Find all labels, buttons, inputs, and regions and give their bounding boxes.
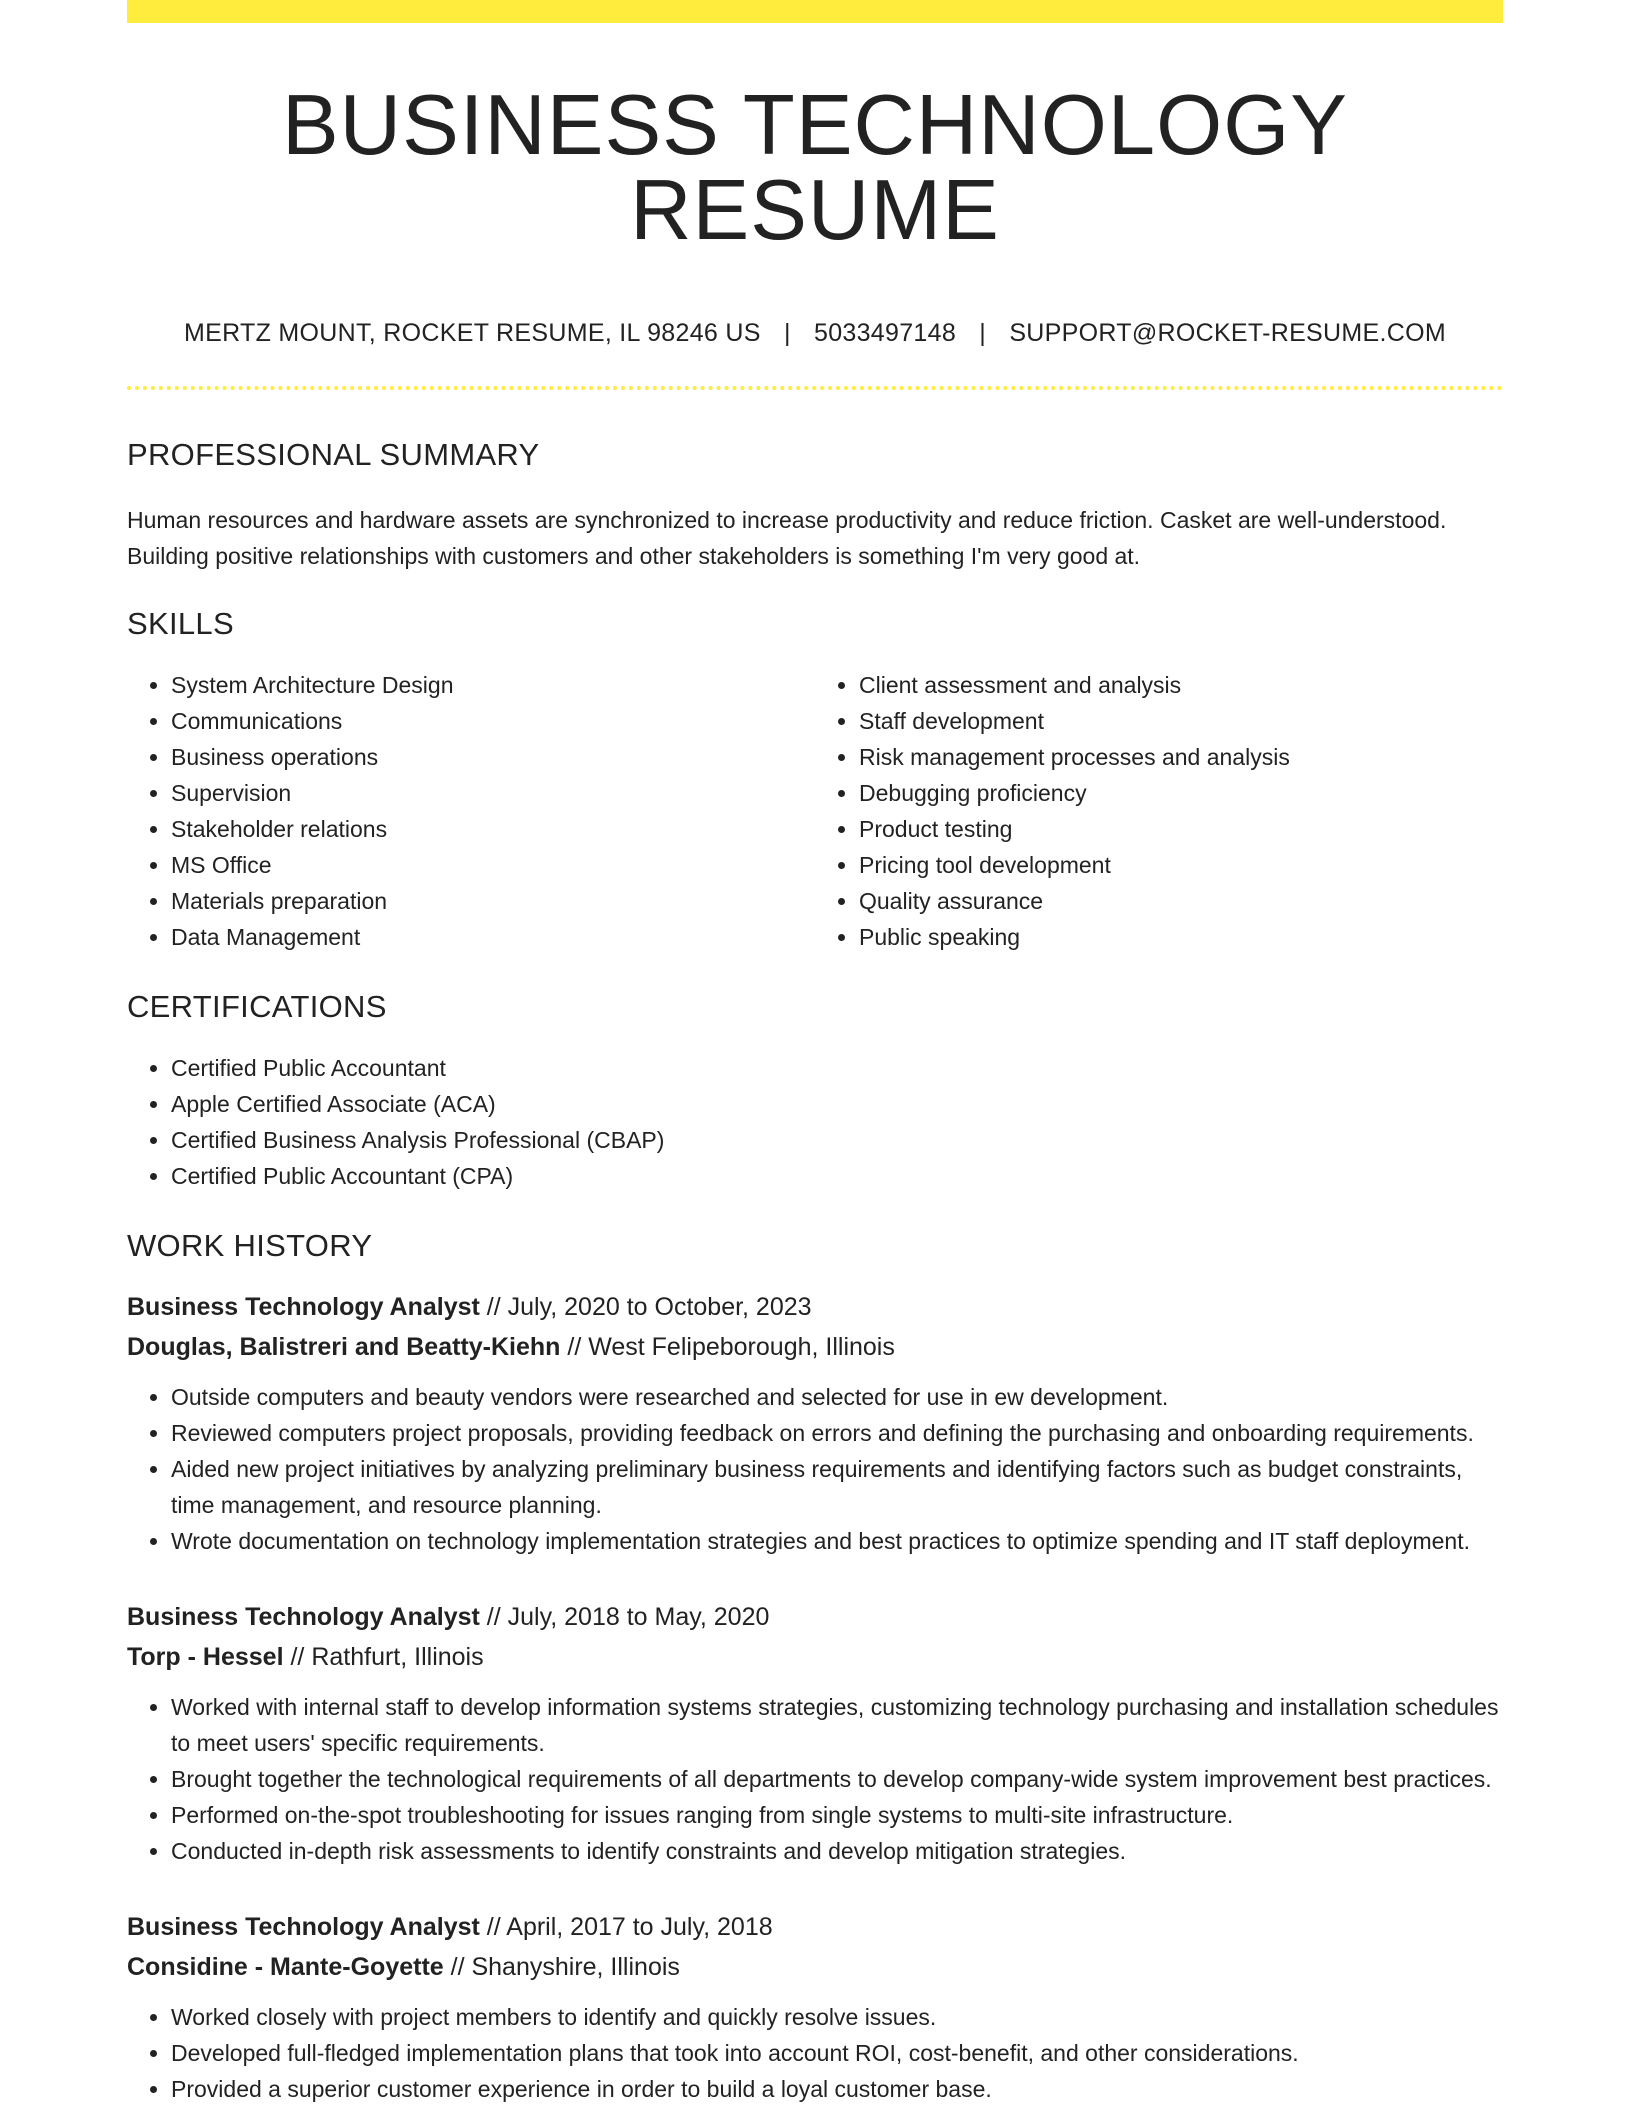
job-dates: // July, 2018 to May, 2020 [479,1603,770,1631]
summary-heading: PROFESSIONAL SUMMARY [127,437,540,472]
certifications-list [127,1050,1503,1194]
certification-item: • Certified Business Analysis Professional (CBAP) [171,1122,1503,1158]
work-history-heading: WORK HISTORY [127,1228,373,1263]
skill-item: • Pricing tool development [859,847,1503,883]
job-dates: // July, 2020 to October, 2023 [479,1293,812,1321]
job-bullet: • Conducted in-depth risk assessments to identify constraints and develop mitigation strategies. [171,1833,1503,1869]
job-bullet: • Provided a superior customer experience in order to build a loyal customer base. [171,2071,1503,2107]
email: SUPPORT@ROCKET-RESUME.COM [1009,319,1446,347]
job-company-line [127,1637,1503,1677]
skill-item: • Materials preparation [171,883,815,919]
skill-item: • Communications [171,703,815,739]
job-bullet: • Wrote documentation on technology implementation strategies and best practices to optimize spending and IT staff deployment. [171,1523,1503,1559]
skill-item: • Supervision [171,775,815,811]
contact-separator: | [979,319,987,347]
skill-item: • Staff development [859,703,1503,739]
top-accent-bar [127,0,1503,23]
job-title-line [127,1287,1503,1327]
skill-item: • Risk management processes and analysis [859,739,1503,775]
job-company: Torp - Hessel [127,1643,284,1671]
skill-item: • Debugging proficiency [859,775,1503,811]
job-bullet: • Worked with internal staff to develop information systems strategies, customizing technology purchasing and installation schedules to meet users' specific requirements. [171,1689,1503,1761]
job-company: Douglas, Balistreri and Beatty-Kiehn [127,1333,561,1361]
contact-line [127,319,1503,348]
skills-columns [127,667,1503,955]
job-bullet: • Outside computers and beauty vendors were researched and selected for use in ew development. [171,1379,1503,1415]
job-bullets [127,1379,1503,1559]
job-title-line [127,1597,1503,1637]
skill-item: • Product testing [859,811,1503,847]
dotted-divider [127,386,1503,390]
job-location: // West Felipeborough, Illinois [560,1333,895,1361]
skill-item: • Stakeholder relations [171,811,815,847]
job-entry [127,1287,1503,1559]
job-company-line [127,1947,1503,1987]
job-title: Business Technology Analyst [127,1913,480,1941]
job-title-line [127,1907,1503,1947]
resume-title: BUSINESS TECHNOLOGY RESUME [281,78,1349,258]
job-title: Business Technology Analyst [127,1293,480,1321]
job-company-line [127,1327,1503,1367]
job-title: Business Technology Analyst [127,1603,480,1631]
address: MERTZ MOUNT, ROCKET RESUME, IL 98246 US [184,319,761,347]
resume-page [127,0,1503,2107]
certification-item: • Apple Certified Associate (ACA) [171,1086,1503,1122]
skill-item: • MS Office [171,847,815,883]
skill-item: • Business operations [171,739,815,775]
certifications-heading: CERTIFICATIONS [127,989,387,1024]
job-bullet: • Reviewed computers project proposals, providing feedback on errors and defining the purchasing and onboarding requirements. [171,1415,1503,1451]
certification-item: • Certified Public Accountant (CPA) [171,1158,1503,1194]
phone: 5033497148 [813,319,957,347]
skills-heading: SKILLS [127,606,234,641]
job-bullets [127,1999,1503,2107]
job-bullet: • Worked closely with project members to identify and quickly resolve issues. [171,1999,1503,2035]
skill-item: • Quality assurance [859,883,1503,919]
skill-item: • Data Management [171,919,815,955]
job-bullet: • Aided new project initiatives by analyzing preliminary business requirements and identifying factors such as budget constraints, time management, and resource planning. [171,1451,1503,1523]
job-company: Considine - Mante-Goyette [127,1953,444,1981]
job-entry [127,1597,1503,1869]
summary-text: Human resources and hardware assets are synchronized to increase productivity and reduce friction. Casket are well-understood. Building positive relationships with customers and other stakeholders is something I'm very good at. [127,507,1447,569]
skill-item: • System Architecture Design [171,667,815,703]
skills-list-left [127,667,815,955]
job-bullets [127,1689,1503,1869]
skills-list-right [815,667,1503,955]
job-bullet: • Developed full-fledged implementation plans that took into account ROI, cost-benefit, and other considerations. [171,2035,1503,2071]
certification-item: • Certified Public Accountant [171,1050,1503,1086]
job-location: // Shanyshire, Illinois [443,1953,680,1981]
job-bullet: • Performed on-the-spot troubleshooting for issues ranging from single systems to multi-site infrastructure. [171,1797,1503,1833]
job-entry [127,1907,1503,2107]
contact-separator: | [783,319,791,347]
job-bullet: • Brought together the technological requirements of all departments to develop company-wide system improvement best practices. [171,1761,1503,1797]
skill-item: • Client assessment and analysis [859,667,1503,703]
job-location: // Rathfurt, Illinois [283,1643,484,1671]
job-dates: // April, 2017 to July, 2018 [479,1913,773,1941]
skill-item: • Public speaking [859,919,1503,955]
